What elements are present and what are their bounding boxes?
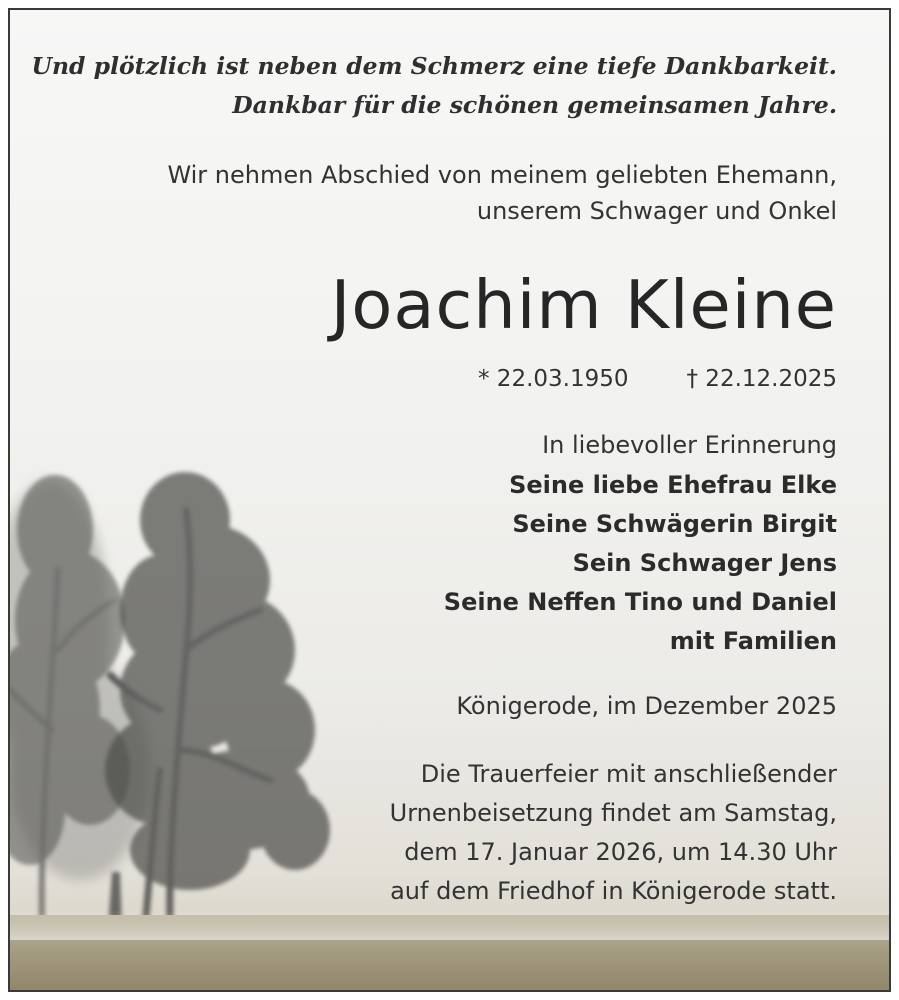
tree-right (105, 472, 330, 930)
motto-line-2: Dankbar für die schönen gemeinsamen Jahre. (232, 91, 837, 119)
mourner-line: Seine Neffen Tino und Daniel (443, 588, 837, 616)
mourner-line: Sein Schwager Jens (572, 549, 837, 577)
funeral-line: Die Trauerfeier mit anschließender (420, 760, 837, 788)
funeral-line: Urnenbeisetzung findet am Samstag, (389, 799, 837, 827)
funeral-line: dem 17. Januar 2026, um 14.30 Uhr (404, 838, 837, 866)
death-date: † 22.12.2025 (686, 366, 837, 392)
intro-line-2: unserem Schwager und Onkel (476, 197, 837, 225)
intro-line-1: Wir nehmen Abschied von meinem geliebten Ehemann, (167, 161, 837, 189)
motto-line-1: Und plötzlich ist neben dem Schmerz eine tiefe Dankbarkeit. (31, 52, 837, 80)
mourner-line: Seine Schwägerin Birgit (512, 510, 837, 538)
deceased-name: Joachim Kleine (330, 266, 837, 344)
mourners-intro: In liebevoller Erinnerung (542, 431, 837, 459)
mourner-line: Seine liebe Ehefrau Elke (509, 471, 837, 499)
birth-date: * 22.03.1950 (478, 366, 629, 392)
obituary-notice (8, 8, 891, 992)
place-and-date: Königerode, im Dezember 2025 (456, 692, 837, 720)
mourner-line: mit Familien (669, 627, 837, 655)
life-dates (478, 366, 837, 392)
funeral-line: auf dem Friedhof in Königerode statt. (390, 877, 837, 905)
